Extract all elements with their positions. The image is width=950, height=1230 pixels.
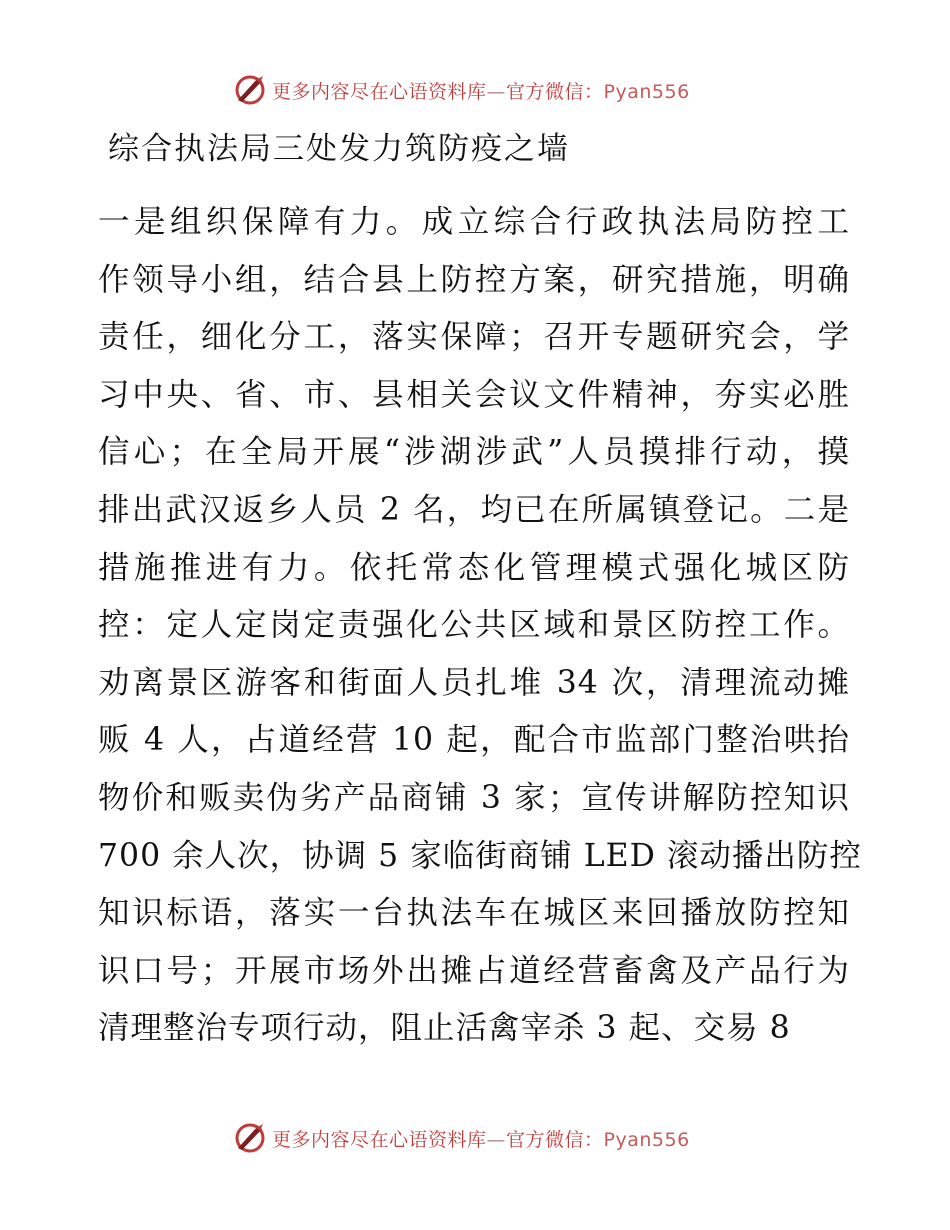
watermark-dash: — <box>486 80 507 103</box>
watermark-text <box>272 77 690 104</box>
watermark-handle: Pyan556 <box>603 80 690 103</box>
quill-logo-icon <box>232 1120 268 1156</box>
document-body <box>98 194 862 1058</box>
body-line: 知识标语，落实一台执法车在城区来回播放防控知 <box>98 895 850 932</box>
body-line: 清理整治专项行动，阻止活禽宰杀 3 起、交易 8 <box>98 1010 791 1047</box>
body-line: 作领导小组，结合县上防控方案，研究措施，明确 <box>98 261 850 298</box>
watermark-main: 更多内容尽在心语资料库 <box>272 80 487 103</box>
watermark-handle: Pyan556 <box>603 1128 690 1151</box>
body-line: 信心；在全局开展“涉湖涉武”人员摸排行动，摸 <box>98 434 850 471</box>
watermark-main: 更多内容尽在心语资料库 <box>272 1128 487 1151</box>
document-title: 综合执法局三处发力筑防疫之墙 <box>108 131 570 167</box>
watermark-label: 官方微信： <box>506 1128 604 1151</box>
footer-watermark <box>232 1118 690 1158</box>
body-line: 贩 4 人，占道经营 10 起，配合市监部门整治哄抬 <box>98 722 850 759</box>
body-line: 控：定人定岗定责强化公共区域和景区防控工作。 <box>98 607 850 644</box>
watermark-label: 官方微信： <box>506 80 604 103</box>
quill-logo-icon <box>232 72 268 108</box>
body-line: 识口号；开展市场外出摊占道经营畜禽及产品行为 <box>98 952 850 989</box>
body-line: 排出武汉返乡人员 2 名，均已在所属镇登记。二是 <box>98 491 850 528</box>
watermark-text <box>272 1125 690 1152</box>
body-line: 习中央、省、市、县相关会议文件精神，夯实必胜 <box>98 376 850 413</box>
body-line: 责任，细化分工，落实保障；召开专题研究会，学 <box>98 319 850 356</box>
body-line: 一是组织保障有力。成立综合行政执法局防控工 <box>98 204 850 240</box>
watermark-dash: — <box>486 1128 507 1151</box>
body-line: 物价和贩卖伪劣产品商铺 3 家；宣传讲解防控知识 <box>98 779 850 816</box>
body-line: 700 余人次，协调 5 家临街商铺 LED 滚动播出防控 <box>98 837 862 874</box>
body-line: 措施推进有力。依托常态化管理模式强化城区防 <box>98 549 850 586</box>
body-line: 劝离景区游客和街面人员扎堆 34 次，清理流动摊 <box>98 664 850 701</box>
header-watermark <box>232 70 690 110</box>
